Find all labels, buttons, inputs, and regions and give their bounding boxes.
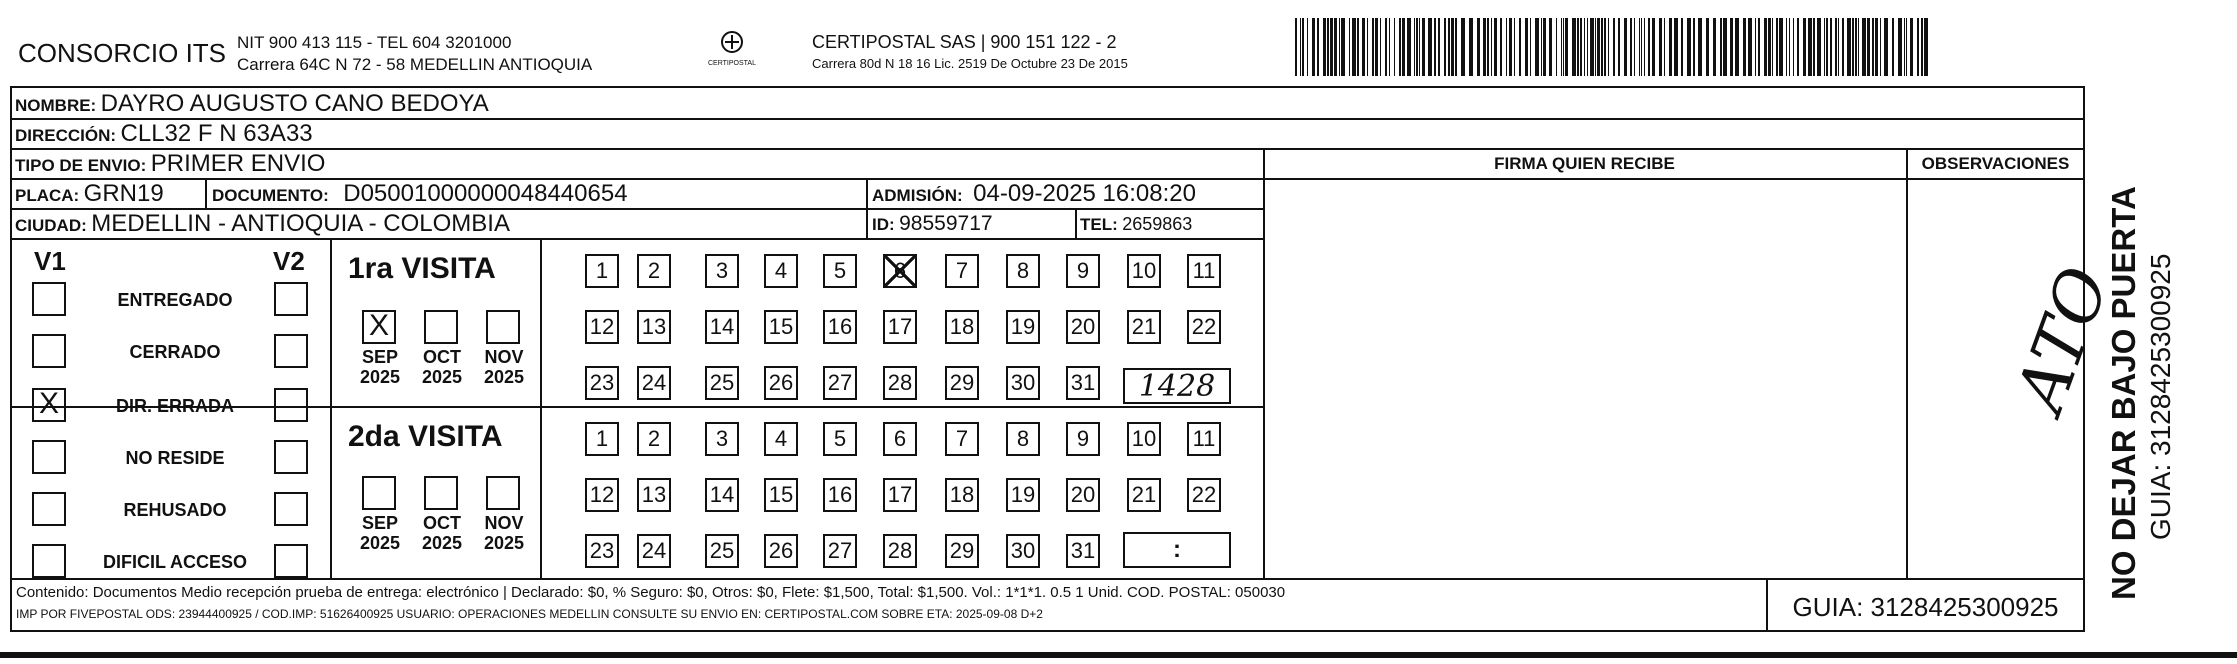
month-year: 2025 (359, 367, 401, 387)
barcode-bar (1385, 18, 1387, 76)
barcode-bar (1713, 18, 1716, 76)
barcode-bar (1416, 18, 1418, 76)
barcode-bar (1723, 18, 1727, 76)
barcode-bar (1664, 18, 1665, 76)
day-box[interactable]: 4 (764, 422, 798, 456)
barcode-bar (1906, 18, 1907, 76)
barcode-bar (1302, 18, 1304, 76)
barcode-bar (1580, 18, 1582, 76)
barcode-bar (1921, 18, 1923, 76)
barcode-bar (1500, 18, 1502, 76)
barcode-bar (1803, 18, 1806, 76)
month-label: SEP (361, 513, 399, 533)
status-label: NO RESIDE (125, 448, 225, 468)
documento-label: DOCUMENTO: (212, 186, 329, 205)
status-label: CERRADO (129, 342, 221, 362)
barcode-bar (1543, 18, 1546, 76)
v2-checkbox[interactable] (274, 282, 308, 316)
day-box[interactable]: 15 (764, 310, 798, 344)
barcode-bar (1847, 18, 1851, 76)
barcode-bar (1884, 18, 1888, 76)
barcode-bar (1830, 18, 1832, 76)
barcode-bar (1448, 18, 1450, 76)
direccion-value: CLL32 F N 63A33 (120, 120, 313, 147)
day-box[interactable]: 30 (1006, 534, 1040, 568)
certipostal-emblem-icon (717, 30, 747, 54)
signature-text: ATO (2001, 257, 2126, 422)
time-placeholder: : (1173, 536, 1181, 563)
barcode-bar (1838, 18, 1839, 76)
barcode-bar (1910, 18, 1913, 76)
barcode-bar (1595, 18, 1596, 76)
admision-label: ADMISIÓN: (872, 186, 963, 205)
barcode-bar (1669, 18, 1672, 76)
month-year: 2025 (421, 533, 463, 553)
month-label: NOV (484, 347, 524, 367)
day-box[interactable]: 28 (883, 534, 917, 568)
barcode-bar (1514, 18, 1515, 76)
month-label: SEP (361, 347, 399, 367)
postal-address: Carrera 80d N 18 16 Lic. 2519 De Octubre 23 De 2015 (812, 56, 1128, 71)
barcode-bar (1483, 18, 1486, 76)
barcode-bar (1892, 18, 1894, 76)
barcode-bar (1808, 18, 1812, 76)
placa-row (15, 180, 164, 208)
barcode-bar (1367, 18, 1368, 76)
v2-checkbox[interactable] (274, 440, 308, 474)
barcode-bar (1613, 18, 1615, 76)
month-year: 2025 (483, 533, 525, 553)
barcode-bar (1380, 18, 1381, 76)
day-box[interactable]: 12 (585, 478, 619, 512)
day-box[interactable]: 21 (1127, 310, 1161, 344)
barcode-bar (1720, 18, 1722, 76)
day-box[interactable]: 27 (823, 534, 857, 568)
side-title: NO DEJAR BAJO PUERTA (2105, 186, 2142, 600)
first-visit-title: 1ra VISITA (348, 252, 496, 285)
barcode-bar (1880, 18, 1881, 76)
barcode-bar (1372, 18, 1374, 76)
placa-label: PLACA: (15, 186, 80, 205)
day-box[interactable]: 1 (585, 254, 619, 288)
v1-checkbox[interactable] (32, 544, 66, 578)
barcode-bar (1525, 18, 1528, 76)
barcode-bar (1748, 18, 1752, 76)
v1-checkbox[interactable]: X (32, 388, 66, 422)
day-box[interactable]: 5 (823, 422, 857, 456)
barcode-bar (1706, 18, 1709, 76)
barcode-bar (1630, 18, 1632, 76)
barcode-bar (1698, 18, 1702, 76)
id-row (872, 212, 993, 236)
month-checkbox[interactable]: X (362, 310, 396, 344)
barcode-bar (1556, 18, 1557, 76)
day-box[interactable]: 24 (637, 366, 671, 400)
month-year: 2025 (421, 367, 463, 387)
barcode-bar (1693, 18, 1695, 76)
barcode-bar (1862, 18, 1866, 76)
tel-row (1080, 214, 1192, 235)
barcode-bar (1730, 18, 1733, 76)
day-box[interactable]: 11 (1187, 254, 1221, 288)
barcode-bar (1434, 18, 1436, 76)
barcode-bar (1334, 18, 1337, 76)
day-box[interactable]: 19 (1006, 478, 1040, 512)
barcode-bar (1422, 18, 1425, 76)
day-box[interactable]: 2 (637, 422, 671, 456)
barcode-bar (1793, 18, 1794, 76)
barcode-bar (1735, 18, 1739, 76)
barcode-bar (1519, 18, 1521, 76)
barcode-bar (1904, 18, 1905, 76)
barcode-bar (1764, 18, 1767, 76)
barcode-bar (1402, 18, 1405, 76)
day-box[interactable]: 22 (1187, 310, 1221, 344)
barcode-bar (1674, 18, 1678, 76)
status-label: DIFICIL ACCESO (102, 552, 247, 572)
bottom-rule (0, 652, 2237, 658)
barcode-bar (1487, 18, 1489, 76)
month-year: 2025 (483, 367, 525, 387)
ciudad-row (15, 210, 510, 238)
logo-caption: CERTIPOSTAL (708, 60, 756, 67)
barcode-bar (1604, 18, 1606, 76)
company-address: Carrera 64C N 72 - 58 MEDELLIN ANTIOQUIA (237, 55, 593, 74)
barcode-bar (1852, 18, 1854, 76)
barcode-bar (1341, 18, 1345, 76)
postal-name: CERTIPOSTAL SAS | 900 151 122 - 2 (812, 32, 1117, 52)
barcode-bar (1509, 18, 1512, 76)
nombre-row (15, 90, 489, 118)
barcode-bar (1743, 18, 1746, 76)
barcode-bar (1624, 18, 1627, 76)
v2-checkbox[interactable] (274, 388, 308, 422)
barcode-bar (1312, 18, 1315, 76)
barcode-bar (1875, 18, 1878, 76)
month-checkbox[interactable] (424, 310, 458, 344)
v1-header: V1 (34, 246, 66, 276)
second-visit-title: 2da VISITA (348, 420, 503, 453)
day-box[interactable]: 6 (883, 422, 917, 456)
barcode-bar (1362, 18, 1365, 76)
barcode-bar (1428, 18, 1432, 76)
v1-checkbox[interactable] (32, 282, 66, 316)
barcode-bar (1641, 18, 1642, 76)
barcode-bar (1330, 18, 1333, 76)
barcode-bar (1477, 18, 1480, 76)
day-box[interactable]: 17 (883, 310, 917, 344)
barcode-bar (1389, 18, 1390, 76)
id-label: ID: (872, 215, 895, 234)
barcode-bar (1561, 18, 1562, 76)
footer-guia: GUIA: 3128425300925 (1792, 592, 2059, 622)
day-box[interactable]: 13 (637, 310, 671, 344)
certipostal-logo (706, 30, 758, 67)
day-box[interactable]: 11 (1187, 422, 1221, 456)
barcode-bar (1438, 18, 1440, 76)
barcode-bar (1597, 18, 1600, 76)
nombre-value: DAYRO AUGUSTO CANO BEDOYA (100, 90, 489, 117)
admision-value: 04-09-2025 16:08:20 (973, 180, 1196, 207)
barcode-bar (1842, 18, 1844, 76)
barcode-bar (1867, 18, 1870, 76)
barcode-bar (1352, 18, 1356, 76)
direccion-row (15, 120, 313, 148)
barcode-bar (1813, 18, 1815, 76)
barcode-bar (1872, 18, 1874, 76)
month-checkbox[interactable] (424, 476, 458, 510)
barcode-bar (1587, 18, 1588, 76)
day-box[interactable]: 13 (637, 478, 671, 512)
month-label: OCT (423, 513, 461, 533)
day-box[interactable]: 28 (883, 366, 917, 400)
day-box[interactable]: 23 (585, 366, 619, 400)
barcode-bar (1565, 18, 1568, 76)
barcode-bar (1577, 18, 1579, 76)
barcode-bar (1451, 18, 1454, 76)
barcode-bar (1797, 18, 1799, 76)
barcode-bar (1419, 18, 1420, 76)
barcode-bar (1648, 18, 1650, 76)
day-box[interactable]: 26 (764, 366, 798, 400)
barcode-bar (1549, 18, 1552, 76)
barcode-bar (1772, 18, 1773, 76)
tel-label: TEL: (1080, 215, 1118, 234)
company-nit: NIT 900 413 115 - TEL 604 3201000 (237, 33, 512, 52)
day-box[interactable]: 15 (764, 478, 798, 512)
barcode (1295, 18, 1935, 76)
day-box[interactable]: 24 (637, 534, 671, 568)
day-box[interactable]: 23 (585, 534, 619, 568)
barcode-bar (1444, 18, 1446, 76)
barcode-bar (1375, 18, 1378, 76)
day-box[interactable]: 25 (705, 534, 739, 568)
firma-header: FIRMA QUIEN RECIBE (1494, 154, 1675, 173)
day-box[interactable]: 7 (945, 254, 979, 288)
day-box[interactable]: 20 (1066, 310, 1100, 344)
barcode-bar (1530, 18, 1531, 76)
day-box[interactable]: 7 (945, 422, 979, 456)
day-box[interactable]: 3 (705, 422, 739, 456)
direccion-label: DIRECCIÓN: (15, 126, 117, 145)
month-checkbox[interactable] (486, 310, 520, 344)
nombre-label: NOMBRE: (15, 96, 97, 115)
side-guia: GUIA: 3128425300925 (2145, 253, 2176, 540)
day-box[interactable]: 29 (945, 366, 979, 400)
v1-checkbox[interactable] (32, 492, 66, 526)
day-box[interactable]: 10 (1127, 254, 1161, 288)
barcode-bar (1357, 18, 1359, 76)
day-box[interactable]: 27 (823, 366, 857, 400)
status-label: ENTREGADO (117, 290, 233, 310)
barcode-bar (1601, 18, 1603, 76)
barcode-bar (1414, 18, 1415, 76)
day-box[interactable]: 16 (823, 310, 857, 344)
status-label: DIR. ERRADA (115, 396, 234, 416)
barcode-bar (1455, 18, 1457, 76)
barcode-bar (1652, 18, 1655, 76)
day-box[interactable]: 19 (1006, 310, 1040, 344)
barcode-bar (1618, 18, 1620, 76)
month-label: OCT (423, 347, 461, 367)
barcode-bar (1659, 18, 1662, 76)
day-box[interactable]: 18 (945, 478, 979, 512)
day-box[interactable]: 2 (637, 254, 671, 288)
observaciones-header: OBSERVACIONES (1921, 154, 2070, 173)
day-box[interactable]: 3 (705, 254, 739, 288)
v2-checkbox[interactable] (274, 492, 308, 526)
barcode-bar (1855, 18, 1857, 76)
v2-header: V2 (273, 246, 305, 276)
barcode-bar (1506, 18, 1507, 76)
day-box[interactable]: 18 (945, 310, 979, 344)
side-text (2105, 80, 2185, 600)
day-box[interactable]: 29 (945, 534, 979, 568)
barcode-bar (1858, 18, 1859, 76)
day-box[interactable]: 17 (883, 478, 917, 512)
day-box[interactable]: 9 (1066, 254, 1100, 288)
barcode-bar (1824, 18, 1825, 76)
day-box[interactable]: 31 (1066, 534, 1100, 568)
day-box[interactable]: 8 (1006, 254, 1040, 288)
barcode-bar (1779, 18, 1783, 76)
first-visit-time-box (1123, 368, 1231, 404)
barcode-bar (1789, 18, 1790, 76)
v1-checkbox[interactable] (32, 440, 66, 474)
barcode-bar (1295, 18, 1297, 76)
documento-row (212, 180, 628, 208)
barcode-bar (1339, 18, 1340, 76)
company-name: CONSORCIO ITS (18, 38, 227, 68)
month-checkbox[interactable] (486, 476, 520, 510)
barcode-bar (1608, 18, 1609, 76)
day-box[interactable]: 16 (823, 478, 857, 512)
day-box[interactable]: 25 (705, 366, 739, 400)
barcode-bar (1563, 18, 1564, 76)
barcode-bar (1300, 18, 1301, 76)
barcode-bar (1590, 18, 1594, 76)
v2-checkbox[interactable] (274, 334, 308, 368)
barcode-bar (1323, 18, 1326, 76)
barcode-bar (1349, 18, 1350, 76)
v1-checkbox[interactable] (32, 334, 66, 368)
barcode-bar (1755, 18, 1756, 76)
tipo-label: TIPO DE ENVIO: (15, 156, 147, 175)
barcode-bar (1758, 18, 1760, 76)
v2-checkbox[interactable] (274, 544, 308, 578)
day-box[interactable]: 31 (1066, 366, 1100, 400)
barcode-bar (1917, 18, 1919, 76)
barcode-bar (1399, 18, 1401, 76)
day-box[interactable]: 12 (585, 310, 619, 344)
day-box[interactable]: 14 (705, 310, 739, 344)
day-box[interactable]: 9 (1066, 422, 1100, 456)
month-label: NOV (484, 513, 524, 533)
barcode-bar (1898, 18, 1902, 76)
barcode-bar (1535, 18, 1539, 76)
barcode-bar (1407, 18, 1411, 76)
day-box[interactable]: 1 (585, 422, 619, 456)
barcode-bar (1681, 18, 1683, 76)
barcode-bar (1634, 18, 1635, 76)
month-year: 2025 (359, 533, 401, 553)
day-box[interactable]: 14 (705, 478, 739, 512)
barcode-bar (1572, 18, 1576, 76)
barcode-bar (1776, 18, 1778, 76)
barcode-bar (1541, 18, 1542, 76)
barcode-bar (1639, 18, 1640, 76)
barcode-bar (1317, 18, 1319, 76)
barcode-bar (1644, 18, 1645, 76)
footer-print-line: IMP POR FIVEPOSTAL ODS: 23944400925 / COD.IMP: 51626400925 USUARIO: OPERACIONES MEDELLIN CONSULTE SU ENVIO EN: CERTIPOSTAL.COM SOBRE ETA: 2025-09-08 D+2 (16, 607, 1043, 621)
documento-value: D05001000000048440654 (343, 180, 628, 207)
barcode-bar (1584, 18, 1585, 76)
day-box[interactable]: 6 (883, 254, 917, 288)
day-box[interactable]: 30 (1006, 366, 1040, 400)
barcode-bar (1768, 18, 1771, 76)
day-box[interactable]: 22 (1187, 478, 1221, 512)
barcode-bar (1307, 18, 1308, 76)
footer-content-line: Contenido: Documentos Medio recepción prueba de entrega: electrónico | Declarado: $0, % Seguro: $0, Otros: $0, Flete: $1,500, Total: $1,500. Vol.: 1*1*1. 0.5 1 Unid. COD. POSTAL: 050030 (16, 584, 1286, 601)
day-box[interactable]: 4 (764, 254, 798, 288)
tipo-value: PRIMER ENVIO (150, 150, 326, 177)
tipo-row (15, 150, 325, 178)
barcode-bar (1835, 18, 1837, 76)
tel-value: 2659863 (1122, 214, 1193, 234)
barcode-bar (1786, 18, 1787, 76)
placa-value: GRN19 (83, 180, 164, 207)
barcode-bar (1469, 18, 1473, 76)
second-visit-time-box[interactable] (1123, 532, 1231, 568)
barcode-bar (1687, 18, 1691, 76)
handwritten-time: 1428 (1138, 369, 1216, 404)
status-label: REHUSADO (123, 500, 227, 520)
barcode-bar (1394, 18, 1395, 76)
id-value: 98559717 (899, 212, 993, 235)
barcode-bar (1491, 18, 1492, 76)
barcode-bar (1826, 18, 1828, 76)
barcode-bar (1327, 18, 1329, 76)
barcode-bar (1494, 18, 1497, 76)
ciudad-value: MEDELLIN - ANTIOQUIA - COLOMBIA (91, 210, 510, 237)
ciudad-label: CIUDAD: (15, 216, 87, 235)
month-checkbox[interactable] (362, 476, 396, 510)
day-box[interactable]: 5 (823, 254, 857, 288)
day-box[interactable]: 10 (1127, 422, 1161, 456)
admision-row (872, 180, 1196, 208)
barcode-bar (1461, 18, 1465, 76)
day-box[interactable]: 21 (1127, 478, 1161, 512)
barcode-bar (1817, 18, 1821, 76)
day-box[interactable]: 26 (764, 534, 798, 568)
barcode-bar (1924, 18, 1928, 76)
day-box[interactable]: 20 (1066, 478, 1100, 512)
day-box[interactable]: 8 (1006, 422, 1040, 456)
